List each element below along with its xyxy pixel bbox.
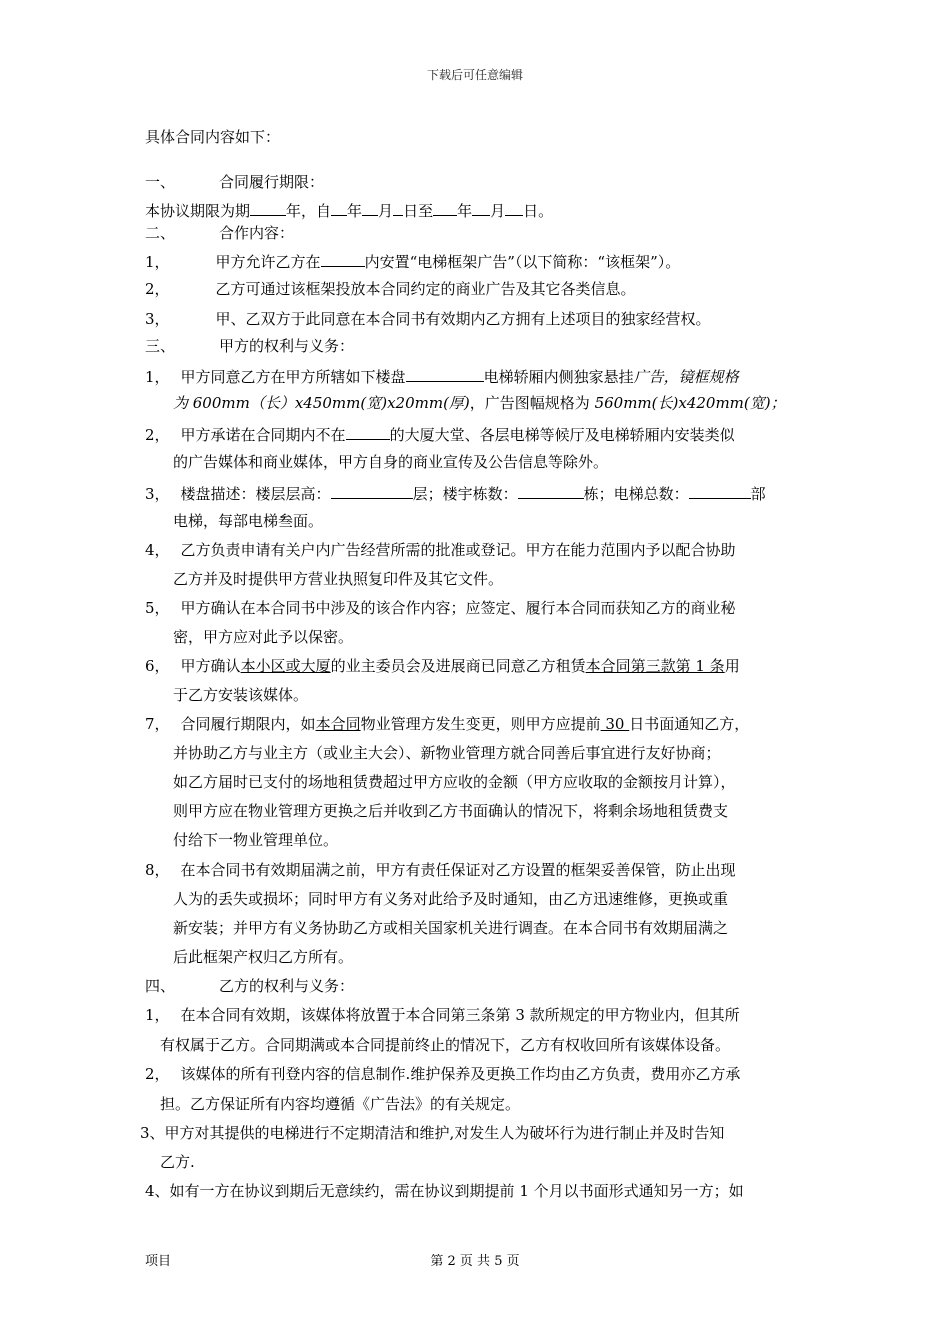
list-item: 8， 在本合同书有效期届满之前，甲方有责任保证对乙方设置的框架妥善保管，防止出现 xyxy=(145,861,736,879)
blank-field xyxy=(433,198,457,216)
footer-project-label: 项目 xyxy=(145,1254,172,1269)
list-item: 4， 乙方负责申请有关户内广告经营所需的批准或登记。甲方在能力范围内予以配合协助 xyxy=(145,541,736,559)
term-line: 本协议期限为期 年，自 年 月 日至 年 月 日。 xyxy=(145,198,553,221)
page-number: 第 2 页 共 5 页 xyxy=(430,1254,520,1269)
list-item-continued: 并协助乙方与业主方（或业主大会）、新物业管理方就合同善后事宜进行友好协商； xyxy=(173,744,721,762)
blank-field xyxy=(331,481,413,499)
blank-field xyxy=(406,364,484,382)
section-2-heading: 二、 合作内容： xyxy=(145,224,295,242)
list-item: 5， 甲方确认在本合同书中涉及的该合作内容；应签定、履行本合同而获知乙方的商业秘 xyxy=(145,599,736,617)
blank-field xyxy=(472,198,490,216)
list-item: 2， 乙方可通过该框架投放本合同约定的商业广告及其它各类信息。 xyxy=(145,280,636,298)
list-item-continued: 新安装；并甲方有义务协助乙方或相关国家机关进行调查。在本合同书有效期届满之 xyxy=(173,919,729,937)
list-item-continued: 为 600mm（长）x450mm(宽)x20mm(厚)，广告图幅规格为 560mm(长)x420mm(宽)； xyxy=(173,394,786,412)
blank-field xyxy=(331,198,347,216)
list-item: 2， 该媒体的所有刊登内容的信息制作.维护保养及更换工作均由乙方负责，费用亦乙方承 xyxy=(145,1065,741,1083)
section-number: 一、 xyxy=(145,173,176,191)
list-item: 2， 甲方承诺在合同期内不在 的大厦大堂、各层电梯等候厅及电梯轿厢内安装类似 xyxy=(145,422,735,445)
list-item: 1， 甲方同意乙方在甲方所辖如下楼盘 电梯轿厢内侧独家悬挂广告，镜框规格 xyxy=(145,364,739,387)
list-item: 6， 甲方确认本小区或大厦的业主委员会及进展商已同意乙方租赁本合同第三款第 1 条用 xyxy=(145,657,740,675)
blank-field xyxy=(393,198,403,216)
blank-field xyxy=(321,249,365,267)
list-item-continued: 密，甲方应对此予以保密。 xyxy=(173,628,354,646)
list-item-continued: 电梯，每部电梯叁面。 xyxy=(173,512,324,530)
blank-field xyxy=(518,481,584,499)
blank-field xyxy=(250,198,286,216)
list-item-continued: 如乙方届时已支付的场地租赁费超过甲方应收的金额（甲方应收取的金额按月计算）， xyxy=(173,773,736,791)
list-item: 3， 楼盘描述：楼层层高： 层；楼宇栋数： 栋；电梯总数： 部 xyxy=(145,481,766,504)
blank-field xyxy=(346,422,390,440)
list-item: 7， 合同履行期限内，如本合同物业管理方发生变更，则甲方应提前 30 日书面通知乙方， xyxy=(145,715,750,733)
section-3-heading: 三、 甲方的权利与义务： xyxy=(145,337,355,355)
list-item: 1， 在本合同有效期，该媒体将放置于本合同第三条第 3 款所规定的甲方物业内，但其所 xyxy=(145,1006,740,1024)
section-title: 合同履行期限： xyxy=(219,173,325,191)
list-item-continued: 乙方. xyxy=(160,1153,195,1171)
list-item-continued: 有权属于乙方。合同期满或本合同提前终止的情况下，乙方有权收回所有该媒体设备。 xyxy=(160,1036,731,1054)
intro-text: 具体合同内容如下： xyxy=(145,128,281,146)
list-item-continued: 乙方并及时提供甲方营业执照复印件及其它文件。 xyxy=(173,570,504,588)
page-header: 下载后可任意编辑 xyxy=(426,68,523,82)
list-item-continued: 的广告媒体和商业媒体，甲方自身的商业宣传及公告信息等除外。 xyxy=(173,453,609,471)
list-item-continued: 人为的丢失或损坏；同时甲方有义务对此给予及时通知，由乙方迅速维修，更换或重 xyxy=(173,890,729,908)
list-item-continued: 则甲方应在物业管理方更换之后并收到乙方书面确认的情况下，将剩余场地租赁费支 xyxy=(173,802,729,820)
blank-field xyxy=(505,198,523,216)
list-item-continued: 担。乙方保证所有内容均遵循《广告法》的有关规定。 xyxy=(160,1095,521,1113)
blank-field xyxy=(689,481,751,499)
list-item-continued: 于乙方安装该媒体。 xyxy=(173,686,309,704)
section-1-heading xyxy=(145,172,324,192)
list-item: 3， 甲、乙双方于此同意在本合同书有效期内乙方拥有上述项目的独家经营权。 xyxy=(145,310,711,328)
list-item: 1， 甲方允许乙方在 内安置“电梯框架广告”（以下简称：“该框架”）。 xyxy=(145,249,680,272)
blank-field xyxy=(362,198,378,216)
section-4-heading: 四、 乙方的权利与义务： xyxy=(145,977,355,995)
list-item: 4、如有一方在协议到期后无意续约，需在协议到期提前 1 个月以书面形式通知另一方；如 xyxy=(145,1182,744,1200)
list-item-continued: 付给下一物业管理单位。 xyxy=(173,831,339,849)
list-item-continued: 后此框架产权归乙方所有。 xyxy=(173,948,354,966)
list-item: 3、甲方对其提供的电梯进行不定期清洁和维护,对发生人为破坏行为进行制止并及时告知 xyxy=(140,1124,725,1142)
